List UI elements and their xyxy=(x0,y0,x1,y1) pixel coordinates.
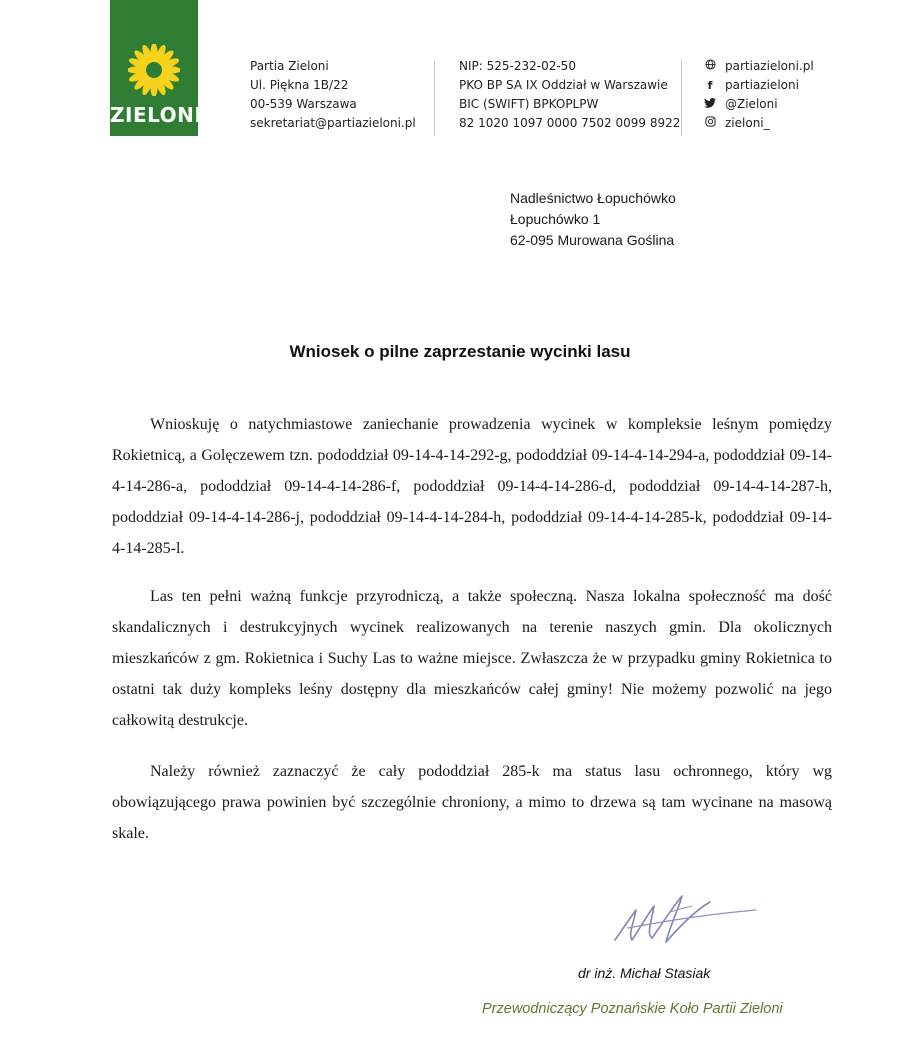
body-paragraph: Wnioskuję o natychmiastowe zaniechanie prowadzenia wycinek w kompleksie leśnym pomiędzy Rokietnicą, a Golęczewem tzn. pododdział 09-14-4-14-292-g, pododdział 09-14-4-14-294-a, pododdział 09-14-4-14-286-a, pododdział 09-14-4-14-286-f, pododdział 09-14-4-14-286-d, pododdział 09-14-4-14-287-h, pododdział 09-14-4-14-286-j, pododdział 09-14-4-14-284-h, pododdział 09-14-4-14-285-k, pododdział 09-14-4-14-285-l. xyxy=(112,416,832,557)
recipient-name: Nadleśnictwo Łopuchówko xyxy=(510,190,676,206)
sunflower-icon xyxy=(128,44,180,96)
handwritten-signature xyxy=(610,888,760,950)
party-logo xyxy=(110,0,203,136)
body-paragraph: Należy również zaznaczyć że cały pododdział 285-k ma status lasu ochronnego, który wg obowiązującego prawa powinien być szczególnie chroniony, a mimo to drzewa są tam wycinane na masową skale. xyxy=(112,763,832,842)
instagram-label: zieloni_ xyxy=(725,116,770,130)
twitter-icon xyxy=(703,95,717,114)
signer-name: dr inż. Michał Stasiak xyxy=(578,965,711,981)
bank-name-line: PKO BP SA IX Oddział w Warszawie xyxy=(459,78,668,92)
recipient-city: 62-095 Murowana Goślina xyxy=(510,232,675,248)
body-paragraph: Las ten pełni ważną funkcje przyrodniczą, a także społeczną. Nasza lokalna społeczność ma dość skandalicznych i destrukcyjnych wycinek realizowanych na terenie naszych gmin. Dla okolicznych mieszkańców z gm. Rokietnica i Suchy Las to ważne miejsce. Zwłaszcza że w przypadku gminy Rokietnica to ostatni tak duży kompleks leśny dostępny dla mieszkańców całej gminy! Nie możemy pozwolić na jego całkowitą destrukcje. xyxy=(112,588,832,729)
header-divider xyxy=(681,60,682,136)
facebook-icon: f xyxy=(707,79,713,92)
account-number: 82 1020 1097 0000 7502 0099 8922 xyxy=(459,116,681,130)
address-line: Ul. Piękna 1B/22 xyxy=(250,78,349,92)
instagram-icon xyxy=(703,114,717,133)
twitter-link[interactable] xyxy=(703,95,814,114)
recipient-address xyxy=(510,188,676,251)
header-divider xyxy=(434,60,435,136)
letter-title: Wniosek o pilne zaprzestanie wycinki lasu xyxy=(289,342,631,361)
social-links xyxy=(703,57,814,133)
globe-icon xyxy=(703,57,717,76)
bank-details xyxy=(459,57,680,133)
instagram-link[interactable] xyxy=(703,114,814,133)
email-link[interactable]: sekretariat@partiazieloni.pl xyxy=(250,116,416,130)
facebook-label: partiazieloni xyxy=(725,78,799,92)
website-link[interactable] xyxy=(703,57,814,76)
nip-line: NIP: 525-232-02-50 xyxy=(459,59,576,73)
website-label: partiazieloni.pl xyxy=(725,59,814,73)
signer-role: Przewodniczący Poznańskie Koło Partii Zieloni xyxy=(482,1001,783,1017)
facebook-link[interactable] xyxy=(703,76,814,95)
address-line: 00-539 Warszawa xyxy=(250,97,357,111)
recipient-street: Łopuchówko 1 xyxy=(510,211,601,227)
logo-text: ZIELONI xyxy=(110,103,203,127)
party-address xyxy=(250,57,416,133)
twitter-label: @Zieloni xyxy=(725,97,778,111)
swift-line: BIC (SWIFT) BPKOPLPW xyxy=(459,97,599,111)
address-line: Partia Zieloni xyxy=(250,59,329,73)
